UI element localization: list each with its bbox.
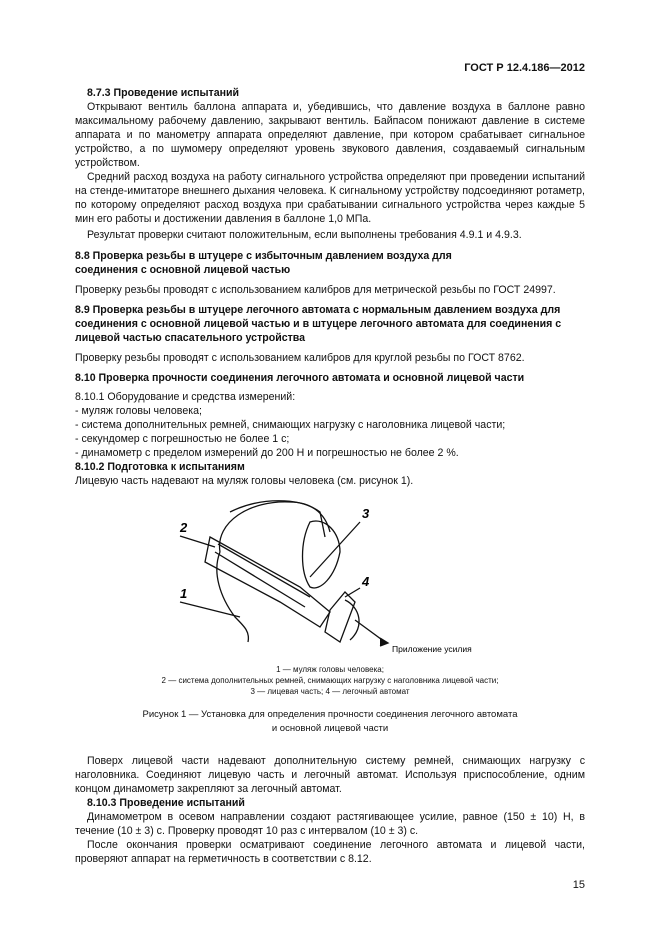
list-item: - система дополнительных ремней, снимающих нагрузку с наголовника лицевой части; [75,419,506,431]
subsection-title: 8.10.1 Оборудование и средства измерений: [75,391,296,403]
section-title: 8.8 Проверка резьбы в штуцере с избыточным давлением воздуха для соединения с основной лицевой частью [75,250,452,276]
caption-line: и основной лицевой части [271,723,389,734]
demand-valve [325,592,355,642]
figure-label-4: 4 [362,574,370,589]
paragraph: Проверку резьбы проводят с использованием калибров для круглой резьбы по ГОСТ 8762. [75,352,525,364]
section-8-7-3 [75,86,585,242]
paragraph: Средний расход воздуха на работу сигнального устройства определяют при проведении испытаний на стенде-имитаторе внешнего дыхания человека. К сигнальному устройству подсоединяют ротаметр, по которому определяют расход воздуха при срабатывании сигнального устройства через каждые 5 мин его работы и достижении давления в баллоне 1,0 МПа. [75,171,585,225]
section-8-10-continued [75,754,585,866]
subsection-title: 8.10.3 Проведение испытаний [87,797,245,809]
document-id: ГОСТ Р 12.4.186—2012 [464,62,585,74]
paragraph: Поверх лицевой части надевают дополнительную систему ремней, снимающих нагрузку с наголовника. Соединяют лицевую часть и легочный автомат. Используя приспособление, одним концом динамометр закрепляют за легочный автомат. [75,755,585,795]
legend-line: 1 — муляж головы человека; [276,665,384,674]
figure-mask-setup [160,492,500,662]
legend-line: 2 — система дополнительных ремней, снимающих нагрузку с наголовника лицевой части; [161,676,499,685]
section-title: 8.7.3 Проведение испытаний [87,87,240,99]
section-8-8 [75,249,585,297]
paragraph: После окончания проверки осматривают соединение легочного автомата и лицевой части, проверяют аппарат на герметичность в соответствии с 8.12. [75,839,585,865]
paragraph: Открывают вентиль баллона аппарата и, убедившись, что давление воздуха в баллоне равно максимальному рабочему давлению, закрывают вентиль. Байпасом понижают давление в системе аппарата и по манометру аппарата определяют давление, при котором срабатывает сигнальное устройство, а по шумомеру определяют уровень звукового давления, создаваемый сигнальным устройством. [75,101,585,169]
figure-caption [75,708,585,736]
paragraph: Результат проверки считают положительным, если выполнены требования 4.9.1 и 4.9.3. [87,229,522,241]
list-item: - секундомер с погрешностью не более 1 с; [75,433,290,445]
list-item: - муляж головы человека; [75,405,202,417]
paragraph: Проверку резьбы проводят с использованием калибров для метрической резьбы по ГОСТ 24997. [75,284,556,296]
figure-label-3: 3 [362,506,370,521]
section-title: 8.10 Проверка прочности соединения легочного автомата и основной лицевой части [75,372,525,384]
caption-line: Рисунок 1 — Установка для определения прочности соединения легочного автомата [142,709,518,720]
legend-line: 3 — лицевая часть; 4 — легочный автомат [250,687,410,696]
figure-label-2: 2 [180,520,188,535]
paragraph: Лицевую часть надевают на муляж головы человека (см. рисунок 1). [75,475,414,487]
visor [303,521,341,588]
paragraph: Динамометром в осевом направлении создают растягивающее усилие, равное (150 ± 10) Н, в течение (10 ± 3) с. Проверку проводят 10 раз с интервалом (10 ± 3) с. [75,811,585,837]
force-label: Приложение усилия [392,644,472,654]
section-8-9 [75,303,585,365]
list-item: - динамометр с пределом измерений до 200 Н и погрешностью не более 2 %. [75,447,459,459]
figure-label-1: 1 [180,586,188,601]
section-title: 8.9 Проверка резьбы в штуцере легочного автомата с нормальным давлением воздуха для соединения с основной лицевой частью и в штуцере легочного автомата для соединения с лицевой частью спасательного устройства [75,304,562,344]
page-number: 15 [572,879,585,891]
figure-legend [75,664,585,697]
subsection-title: 8.10.2 Подготовка к испытаниям [75,461,245,473]
section-8-10 [75,371,585,488]
